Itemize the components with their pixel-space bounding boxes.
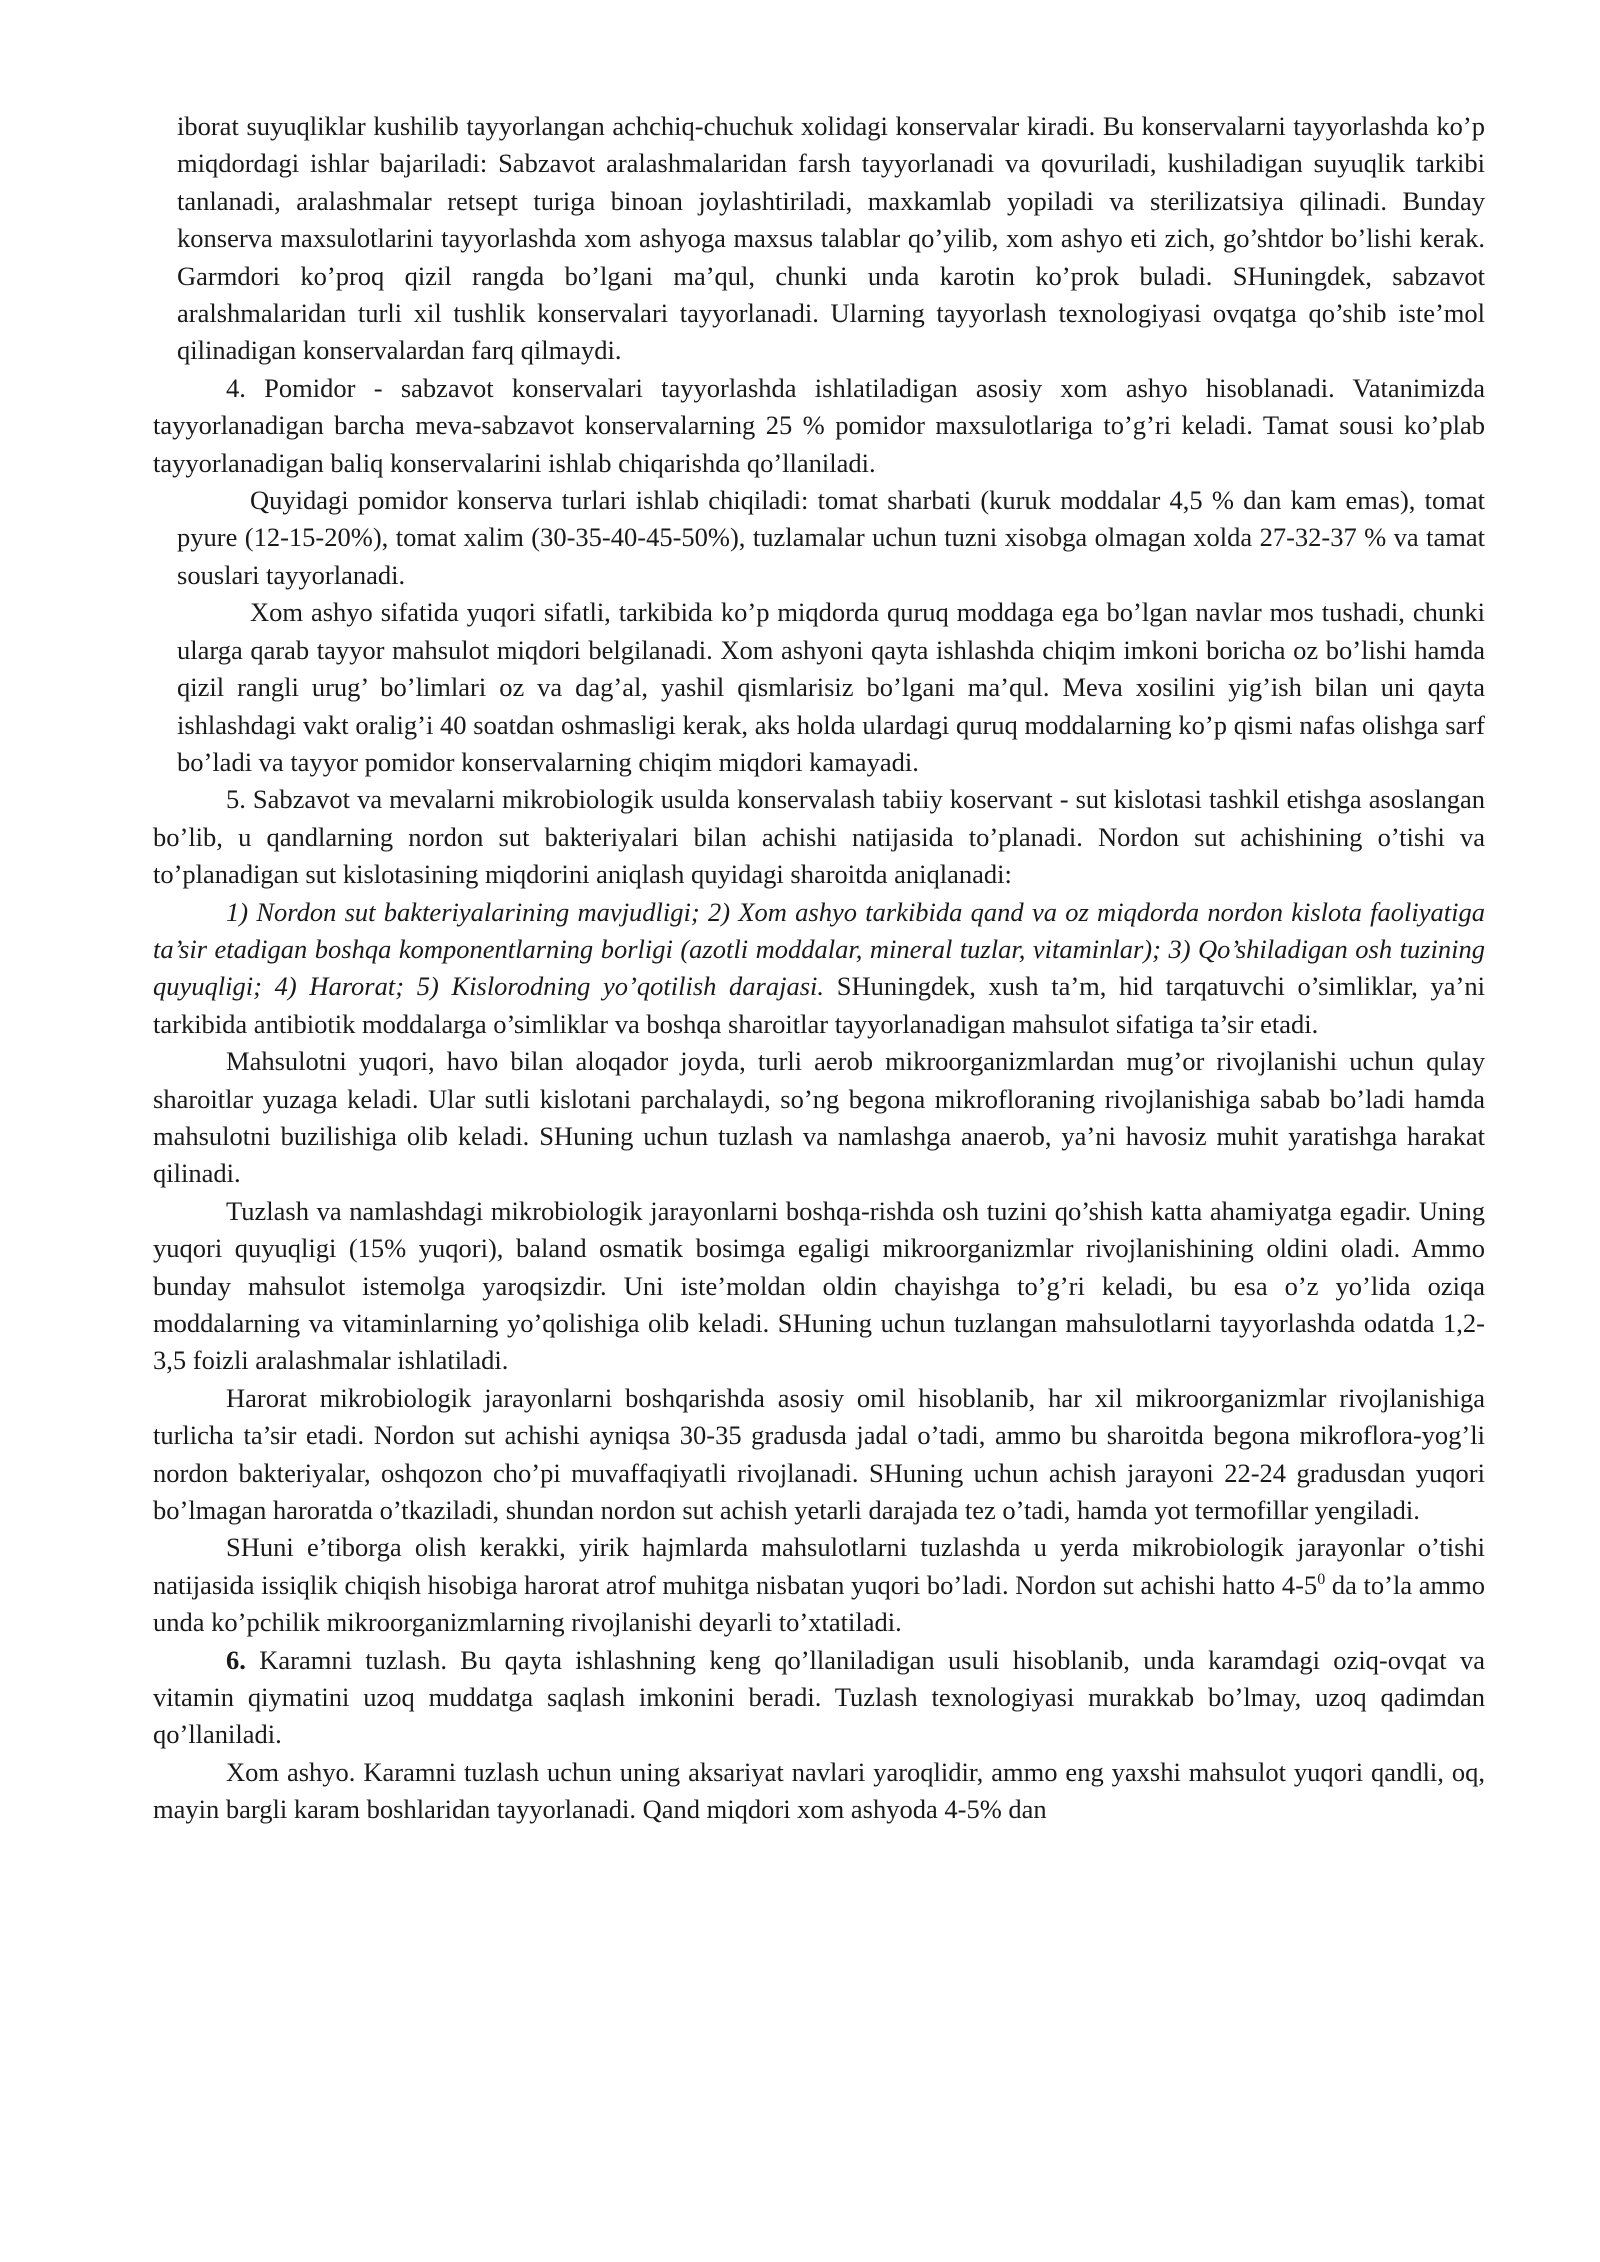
paragraph-raw-material: Xom ashyo sifatida yuqori sifatli, tarkibida ko’p miqdorda quruq moddaga ega bo’lgan navlar mos tushadi, chunki ularga qarab tayyor mahsulot miqdori belgilanadi. Xom ashyoni qayta ishlashda chiqim imkoni boricha oz bo’lishi hamda qizil rangli urug’ bo’limlari oz va dag’al, yashil qismlarisiz bo’lgani ma’qul. Meva xosilini yig’ish bilan uni qayta ishlashdagi vakt oralig’i 40 soatdan oshmasligi kerak, aks holda ulardagi quruq moddalarning ko’p qismi nafas olishga sarf bo’ladi va tayyor pomidor konservalarning chiqim miqdori kamayadi. bbox=[177, 597, 1485, 777]
paragraph-temperature: Harorat mikrobiologik jarayonlarni boshqarishda asosiy omil hisoblanib, har xil mikroorganizmlar rivojlanishiga turlicha ta’sir etadi. Nordon sut achishi ayniqsa 30-35 gradusda jadal o’tadi, ammo bu sharoitda begona mikroflora-yog’li nordon bakteriyalar, oshqozon cho’pi muvaffaqiyatli rivojlanadi. SHuning uchun achish jarayoni 22-24 gradusdan yuqori bo’lmagan haroratda o’tkaziladi, shundan nordon sut achish yetarli darajada tez o’tadi, hamda yot termofillar yengiladi. bbox=[153, 1382, 1485, 1526]
paragraph-tomato-types: Quyidagi pomidor konserva turlari ishlab chiqiladi: tomat sharbati (kuruk moddalar 4,5 % dan kam emas), tomat pyure (12-15-20%), tomat xalim (30-35-40-45-50%), tuzlamalar uchun tuzni xisobga olmagan xolda 27-32-37 % va tamat souslari tayyorlanadi. bbox=[177, 485, 1485, 590]
paragraph-cabbage-raw-material: Xom ashyo. Karamni tuzlash uchun uning aksariyat navlari yaroqlidir, ammo eng yaxshi mahsulot yuqori qandli, oq, mayin bargli karam boshlaridan tayyorlanadi. Qand miqdori xom ashyoda 4-5% dan bbox=[153, 1756, 1485, 1825]
document-page bbox=[153, 108, 1485, 1829]
paragraph-section-5-microbiological: 5. Sabzavot va mevalarni mikrobiologik usulda konservalash tabiiy koservant - sut kislotasi tashkil etishga asoslangan bo’lib, u qandlarning nordon sut bakteriyalari bilan achishi natijasida to’planadi. Nordon sut achishining o’tishi va to’planadigan sut kislotasining miqdorini aniqlash quyidagi sharoitda aniqlanadi: bbox=[153, 784, 1485, 890]
paragraph-section-6-cabbage bbox=[153, 1642, 1485, 1754]
paragraph-conserve-intro: iborat suyuqliklar kushilib tayyorlangan achchiq-chuchuk xolidagi konservalar kiradi. Bu konservalarni tayyorlashda ko’p miqdordagi ishlar bajariladi: Sabzavot aralashmalaridan farsh tayyorlanadi va qovuriladi, kushiladigan suyuqlik tarkibi tanlanadi, aralashmalar retsept turiga binoan joylashtiriladi, maxkamlab yopiladi va sterilizatsiya qilinadi. Bunday konserva maxsulotlarini tayyorlashda xom ashyoga maxsus talablar qo’yilib, xom ashyo eti zich, go’shtdor bo’lishi kerak. Garmdori ko’proq qizil rangda bo’lgani ma’qul, chunki unda karotin ko’prok buladi. SHuningdek, sabzavot aralshmalaridan turli xil tushlik konservalari tayyorlanadi. Ularning tayyorlash texnologiyasi ovqatga qo’shib iste’mol qilinadigan konservalardan farq qilmaydi. bbox=[177, 111, 1485, 366]
paragraph-section-4-tomato: 4. Pomidor - sabzavot konservalari tayyorlashda ishlatiladigan asosiy xom ashyo hisoblanadi. Vatanimizda tayyorlanadigan barcha meva-sabzavot konservalarning 25 % pomidor maxsulotlariga to’g’ri keladi. Tamat sousi ko’plab tayyorlanadigan baliq konservalarini ishlab chiqarishda qo’llaniladi. bbox=[153, 372, 1485, 478]
section-6-number: 6. bbox=[226, 1644, 246, 1675]
section-6-text: Karamni tuzlash. Bu qayta ishlashning keng qo’llaniladigan usuli hisoblanib, unda karamdagi oziq-ovqat va vitamin qiymatini uzoq muddatga saqlash imkonini beradi. Tuzlash texnologiyasi murakkab bo’lmay, uzoq qadimdan qo’llaniladi. bbox=[153, 1644, 1485, 1750]
heat-release-text-a: SHuni e’tiborga olish kerakki, yirik hajmlarda mahsulotlarni tuzlashda u yerda mikrobiologik jarayonlar o’tishi natijasida issiqlik chiqish hisobiga harorat atrof muhitga nisbatan yuqori bo’ladi. Nordon sut achishi hatto 4-5 bbox=[153, 1532, 1485, 1600]
paragraph-aerobic-conditions: Mahsulotni yuqori, havo bilan aloqador joyda, turli aerob mikroorganizmlardan mug’or rivojlanishi uchun qulay sharoitlar yuzaga keladi. Ular sutli kislotani parchalaydi, so’ng begona mikrofloraning rivojlanishiga sabab bo’ladi hamda mahsulotni buzilishiga olib keladi. SHuning uchun tuzlash va namlashga anaerob, ya’ni havosiz muhit yaratishga harakat qilinadi. bbox=[153, 1046, 1485, 1189]
paragraph-conditions-list bbox=[153, 894, 1485, 1044]
degree-superscript: 0 bbox=[1317, 1571, 1326, 1589]
conditions-list-italic: 1) Nordon sut bakteriyalarining mavjudligi; 2) Xom ashyo tarkibida qand va oz miqdorda nordon kislota faoliyatiga ta’sir etadigan boshqa komponentlarning borligi (azotli moddalar, mineral tuzlar, vitaminlar); 3) Qo’shiladigan osh tuzining quyuqligi; 4) Harorat; 5) Kislorodning yo’qotilish darajasi. bbox=[153, 896, 1485, 1002]
conditions-list-continuation: SHuningdek, xush ta’m, hid tarqatuvchi o’simliklar, ya’ni tarkibida antibiotik moddalarga o’simliklar va boshqa sharoitlar tayyorlanadigan mahsulot sifatiga ta’sir etadi. bbox=[153, 971, 1485, 1039]
paragraph-salt-role: Tuzlash va namlashdagi mikrobiologik jarayonlarni boshqa-rishda osh tuzini qo’shish katta ahamiyatga egadir. Uning yuqori quyuqligi (15% yuqori), baland osmatik bosimga egaligi mikroorganizmlar rivojlanishining oldini oladi. Ammo bunday mahsulot istemolga yaroqsizdir. Uni iste’moldan oldin chayishga to’g’ri keladi, bu esa o’z yo’lida oziqa moddalarning va vitaminlarning yo’qolishiga olib keladi. SHuning uchun tuzlangan mahsulotlarni tayyorlashda odatda 1,2-3,5 foizli aralashmalar ishlatiladi. bbox=[153, 1195, 1485, 1376]
heat-release-text-b: da to’la ammo unda ko’pchilik mikroorganizmlarning rivojlanishi deyarli to’xtatiladi. bbox=[153, 1569, 1486, 1638]
paragraph-heat-release bbox=[153, 1529, 1485, 1641]
